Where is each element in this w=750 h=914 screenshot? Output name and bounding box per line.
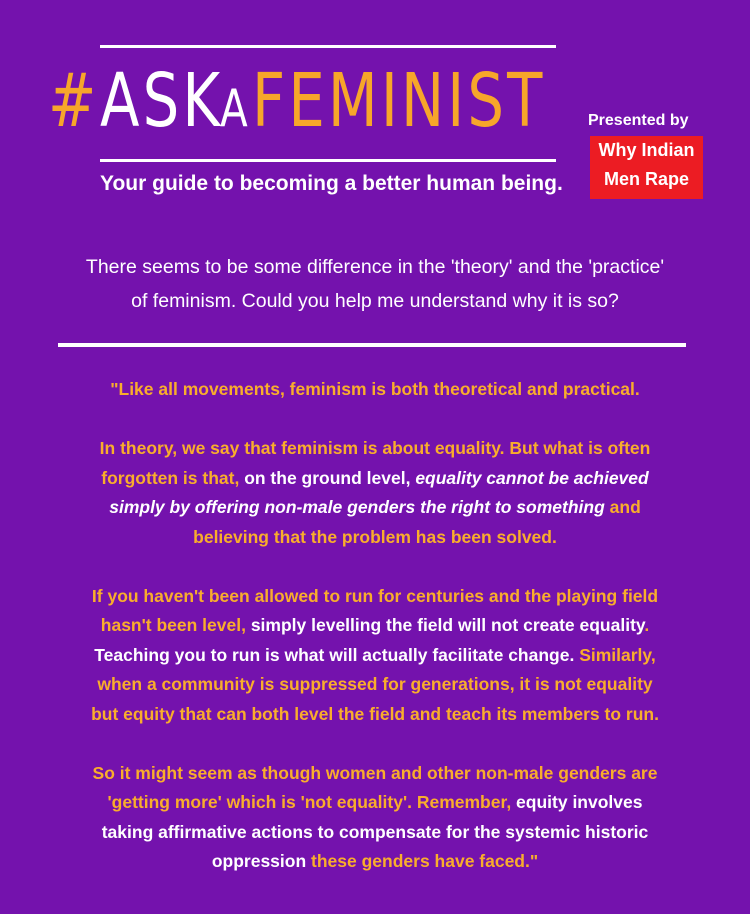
answer-line: So it might seem as though women and other non-male genders are	[92, 762, 658, 783]
answer-segment: Teaching you to run is what will actually facilitate change.	[94, 644, 575, 665]
answer-line	[20, 847, 730, 877]
answer-paragraph	[20, 582, 730, 730]
ask-a-feminist-title	[48, 46, 568, 156]
answer-segment: simply by offering non-male genders the right to something	[109, 497, 605, 517]
answer-segment: oppression	[211, 851, 307, 871]
question-line: of feminism. Could you help me understand why it is so?	[131, 290, 619, 312]
title-a: A	[220, 79, 248, 139]
title-feminist: FEMINIST	[251, 58, 546, 144]
brand-line-1: Why Indian	[598, 140, 695, 160]
answer-segment: hasn't been level,	[100, 615, 246, 635]
presented-by-label: Presented by	[588, 112, 689, 129]
answer-line: In theory, we say that feminism is about equality. But what is often	[99, 438, 651, 458]
answer-segment: equity involves	[511, 792, 643, 812]
answer-line: taking affirmative actions to compensate for the systemic historic	[101, 821, 649, 842]
answer-line: when a community is suppressed for generations, it is not equality	[97, 674, 653, 694]
answer-line	[20, 493, 730, 523]
answer-line	[20, 464, 730, 494]
brand-logo-box	[590, 136, 703, 199]
answer-line: If you haven't been allowed to run for centuries and the playing field	[91, 585, 659, 606]
question-text	[40, 250, 710, 318]
answer-line	[20, 641, 730, 671]
answer-paragraph	[20, 375, 730, 405]
answer-segment: simply levelling the field will not create equality	[245, 615, 645, 635]
question-line: There seems to be some difference in the 'theory' and the 'practice'	[85, 256, 665, 278]
answer-line	[20, 788, 730, 818]
answer-text	[20, 375, 730, 877]
answer-segment: equity that can both level the field and teach its members to run.	[123, 703, 659, 724]
answer-line	[20, 611, 730, 641]
answer-segment: .	[644, 615, 650, 635]
title-ask: ASK	[100, 58, 224, 144]
answer-segment: on the ground level,	[239, 467, 416, 488]
answer-segment: and	[604, 497, 641, 517]
tagline: Your guide to becoming a better human being.	[100, 172, 563, 195]
answer-segment: equality cannot be achieved	[415, 467, 649, 488]
answer-paragraph	[20, 759, 730, 877]
answer-paragraph	[20, 434, 730, 552]
answer-segment: but	[91, 703, 124, 724]
answer-segment: 'getting more' which is 'not equality'. Remember,	[107, 792, 512, 812]
answer-segment: Similarly,	[574, 644, 656, 665]
title-rule-bottom	[100, 159, 556, 162]
section-divider	[58, 343, 686, 347]
answer-segment: forgotten is that,	[101, 467, 240, 488]
answer-line: "Like all movements, feminism is both theoretical and practical.	[110, 379, 640, 399]
brand-line-2: Men Rape	[603, 169, 690, 189]
answer-line: believing that the problem has been solved.	[193, 526, 557, 547]
title-hash: #	[48, 58, 97, 144]
answer-segment: these genders have faced."	[306, 851, 539, 871]
answer-line	[20, 700, 730, 730]
